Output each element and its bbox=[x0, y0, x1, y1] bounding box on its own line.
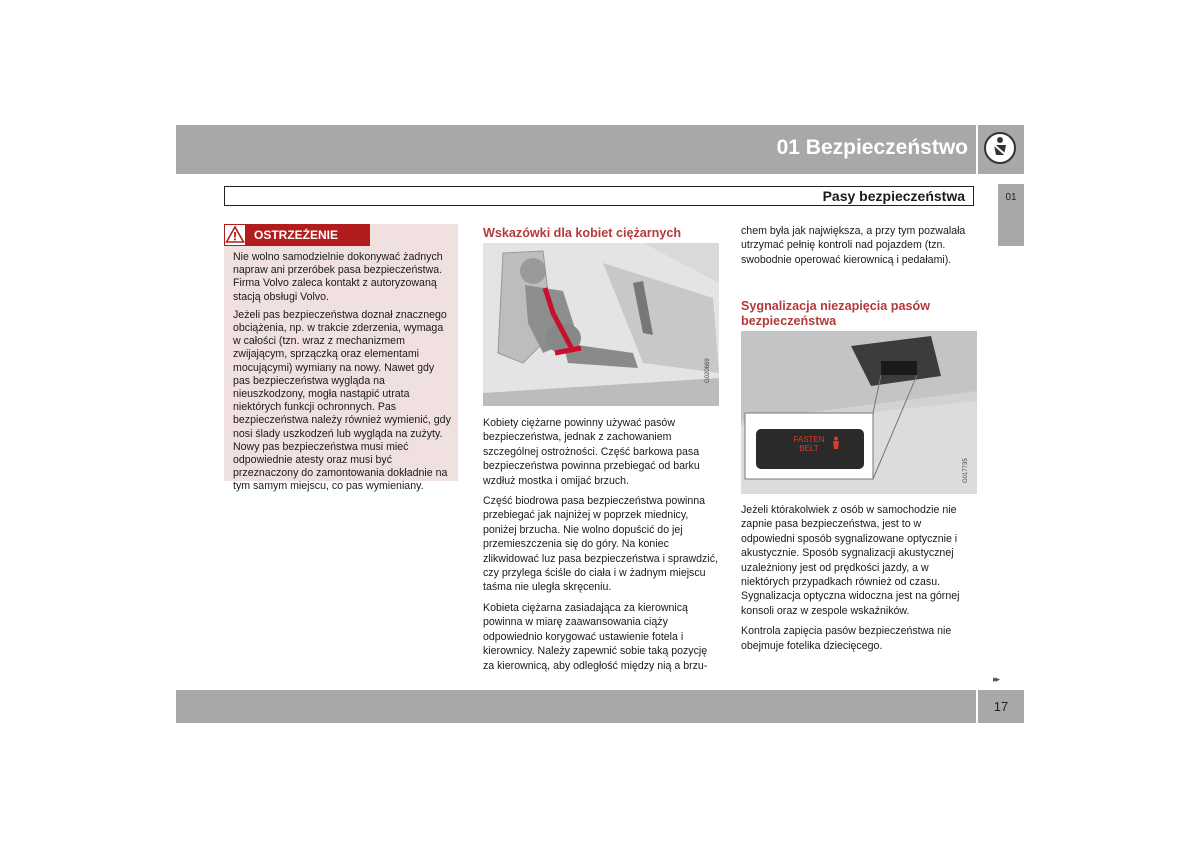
warning-paragraph: Nie wolno samodzielnie dokonywać żadnych napraw ani przeróbek pasa bezpieczeństwa. Firma Volvo zaleca kontakt z autoryzowaną stacją obsługi Volvo. bbox=[233, 251, 443, 303]
warning-title-bar bbox=[246, 224, 370, 246]
seatbelt-person-icon bbox=[831, 436, 841, 450]
pregnant-women-section bbox=[483, 226, 719, 241]
page-number: 17 bbox=[993, 699, 1009, 714]
section-title-box bbox=[224, 186, 974, 206]
warning-triangle-icon bbox=[224, 224, 246, 246]
indicator-line1: FASTEN bbox=[793, 435, 825, 444]
image-code: G020669 bbox=[705, 358, 711, 383]
fasten-belt-indicator bbox=[789, 435, 829, 453]
paragraph: Kontrola zapięcia pasów bezpieczeństwa nie obejmuje fotelika dziecięcego. bbox=[741, 625, 952, 652]
paragraph: Kobieta ciężarna zasiadająca za kierownicą powinna w miarę zaawansowania ciąży odpowiednio korygować ustawienie fotela i kierownicy. Należy zapewnić sobie taką pozycję za kierownicą, aby odległość między nią a brzu- bbox=[483, 601, 708, 672]
paragraph: Jeżeli którakolwiek z osób w samochodzie nie zapnie pasa bezpieczeństwa, jest to w odpowiedni sposób sygnalizowane optycznie i akustycznie. Sposób sygnalizacji akustycznej uzależniony jest od prędkości jazdy, a w niektórych przypadkach również od czasu. Sygnalizacja optyczna widoczna jest na górnej konsoli oraz w zespole wskaźników. bbox=[741, 504, 960, 617]
chapter-title: 01 Bezpieczeństwo bbox=[776, 136, 968, 159]
footer-bar bbox=[176, 690, 976, 723]
pregnant-driver-illustration bbox=[483, 243, 719, 406]
image-code: G017735 bbox=[963, 458, 969, 483]
section-title: Pasy bezpieczeństwa bbox=[822, 188, 965, 204]
paragraph: chem była jak największa, a przy tym pozwalała utrzymać pełnię kontroli nad pojazdem (tzn. swobodnie operować kierownicą i pedałami). bbox=[741, 225, 966, 266]
paragraph: Część biodrowa pasa bezpieczeństwa powinna przebiegać jak najniżej w poprzek miednicy, poniżej brzucha. Nie wolno dopuścić do jej przemieszczenia się do góry. Na koniec zlikwidować luz pasa bezpieczeństwa i sprawdzić, czy przylega ściśle do ciała i w żadnym miejscu taśma nie uległa skręceniu. bbox=[483, 495, 718, 594]
continuation-text bbox=[741, 224, 977, 273]
pregnant-women-heading: Wskazówki dla kobiet ciężarnych bbox=[483, 226, 682, 240]
warning-text bbox=[233, 251, 453, 499]
chapter-side-tab bbox=[998, 184, 1024, 246]
belt-reminder-heading: Sygnalizacja niezapięcia pasów bezpieczeństwa bbox=[741, 299, 930, 328]
paragraph: Kobiety ciężarne powinny używać pasów bezpieczeństwa, jednak z zachowaniem szczególnej ostrożności. Część barkowa pasa bezpieczeństwa powinna przebiegać od barku wzdłuż mostka i omijać brzuch. bbox=[483, 417, 700, 487]
page-number-box bbox=[978, 690, 1024, 723]
belt-reminder-text bbox=[741, 503, 977, 659]
pregnant-women-text bbox=[483, 416, 719, 679]
chapter-side-tab-label: 01 bbox=[1005, 192, 1017, 203]
warning-paragraph: Jeżeli pas bezpieczeństwa doznał znacznego obciążenia, np. w trakcie zderzenia, wymaga w całości (tzn. wraz z mechanizmem zwijającym, sprzączką oraz elementami mocującymi) wymiany na nowy. Nawet gdy pas bezpieczeństwa wygląda na nieuszkodzony, mogła nastąpić utrata niektórych funkcji ochronnych. Pas bezpieczeństwa należy również wymienić, gdy nosi ślady uszkodzeń lub wygląda na zużyty. Nowy pas bezpieczeństwa musi mieć odpowiednie atesty oraz musi być przeznaczony do zamontowania dokładnie na tym samym miejscu, co pas wymieniany. bbox=[233, 308, 451, 493]
belt-reminder-section bbox=[741, 299, 977, 329]
seatbelt-safety-icon bbox=[983, 131, 1017, 165]
indicator-line2: BELT bbox=[799, 444, 819, 453]
warning-title: OSTRZEŻENIE bbox=[254, 228, 339, 242]
next-page-marker: ▸▸ bbox=[993, 674, 999, 684]
belt-reminder-illustration bbox=[741, 331, 977, 494]
warning-header bbox=[224, 224, 458, 246]
